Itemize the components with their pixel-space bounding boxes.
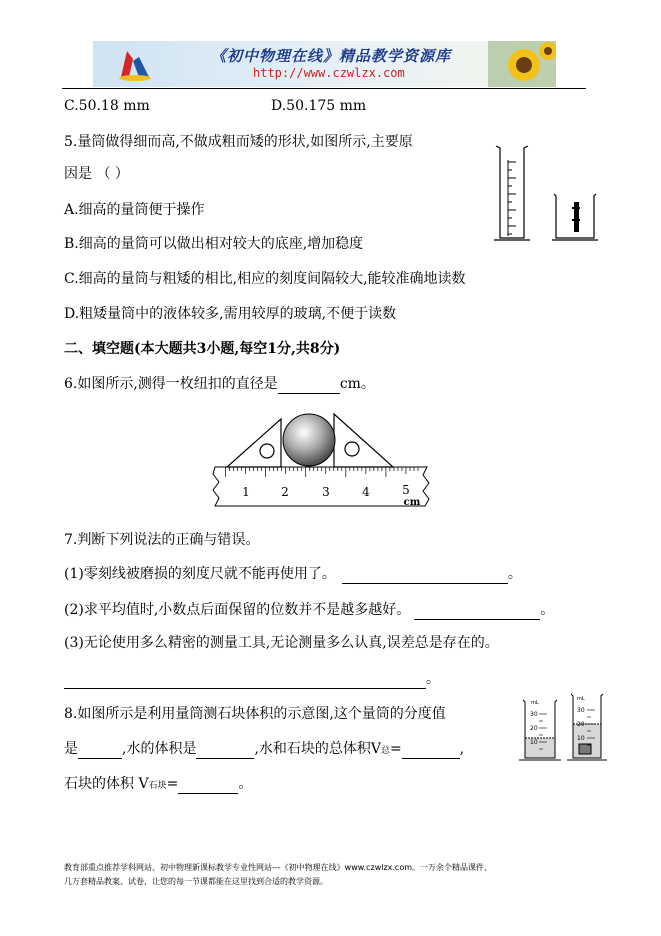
q8-line3-end: 。	[238, 776, 253, 792]
header-banner	[93, 41, 556, 87]
q8-total-subscript: 总	[381, 746, 391, 756]
ruler-label-3: 3	[322, 485, 330, 499]
right-triangle	[334, 414, 393, 467]
q7-item1	[64, 565, 522, 584]
q8-line3-eq: =	[166, 776, 179, 792]
q8-water-volume-blank[interactable]	[196, 740, 254, 759]
q4-option-c: C.50.18 mm	[64, 98, 150, 114]
ruler-label-2: 2	[281, 485, 289, 499]
q5-option-c: C.细高的量筒与粗矮的相比,相应的刻度间隔较大,能较准确地读数	[64, 271, 466, 287]
q6-text-after: cm。	[339, 376, 375, 392]
q7-item2	[64, 601, 554, 620]
stone-cyl-tick-30: 30	[577, 707, 585, 714]
q8-line2	[64, 740, 464, 760]
q7-item3-end: 。	[426, 671, 440, 687]
stone-cyl-tick-20: 20	[577, 721, 585, 728]
q6-answer-blank[interactable]	[278, 375, 340, 394]
footer-line2: 几万套精品教案、试卷，让您的每一节课都能在这里找到合适的教学资源。	[64, 877, 328, 886]
q7-item3-blank[interactable]	[64, 670, 426, 689]
q7-item3: (3)无论使用多么精密的测量工具,无论测量多么认真,误差总是存在的。	[64, 635, 499, 651]
water-cyl-tick-10: 10	[530, 739, 538, 746]
q5-cylinders-figure	[490, 140, 610, 245]
q7-item1-blank[interactable]	[342, 565, 508, 584]
q8-division-blank[interactable]	[78, 740, 122, 759]
q6-text	[64, 375, 375, 394]
q5-stem-line2: 因是 （ ）	[64, 166, 129, 182]
button-coin	[283, 414, 335, 466]
header-rule	[62, 88, 586, 89]
q5-option-d: D.粗矮量筒中的液体较多,需用较厚的玻璃,不便于读数	[64, 306, 397, 322]
site-logo-icon	[113, 47, 153, 83]
q8-cylinders-figure	[515, 692, 610, 767]
q8-line2-eq: =	[390, 741, 402, 757]
short-cylinder-scale	[574, 202, 579, 232]
q7-item2-blank[interactable]	[414, 601, 540, 620]
ruler-label-5: 5	[402, 483, 410, 497]
tall-cylinder-scale	[508, 160, 516, 236]
section2-title: 二、填空题(本大题共3小题,每空1分,共8分)	[64, 341, 341, 357]
q6-text-before: 6.如图所示,测得一枚纽扣的直径是	[64, 376, 278, 392]
banner-title: 《初中物理在线》精品教学资源库	[211, 47, 452, 65]
q4-option-d: D.50.175 mm	[271, 98, 367, 114]
water-cyl-unit: mL	[531, 700, 539, 706]
banner-url[interactable]: http://www.czwlzx.com	[253, 66, 405, 80]
q7-item2-text: (2)求平均值时,小数点后面保留的位数并不是越多越好。	[64, 602, 411, 618]
water-cyl-tick-30: 30	[530, 711, 538, 718]
q5-option-b: B.细高的量筒可以做出相对较大的底座,增加稳度	[64, 236, 364, 252]
sunflower-icon	[488, 41, 556, 87]
q5-stem-line1: 5.量筒做得细而高,不做成粗而矮的形状,如图所示,主要原	[64, 134, 413, 150]
q7-item1-text: (1)零刻线被磨损的刻度尺就不能再使用了。	[64, 566, 336, 582]
left-triangle	[227, 419, 281, 467]
q8-line1: 8.如图所示是利用量筒测石块体积的示意图,这个量筒的分度值	[64, 706, 446, 722]
q7-item3-answer	[64, 670, 440, 689]
q8-line2-a: 是	[64, 741, 78, 757]
q8-line2-c: ,水和石块的总体积V	[254, 741, 382, 757]
stone-cyl-unit: mL	[577, 696, 585, 702]
footer-line1: 教育部重点推荐学科网站、初中物理新课标教学专业性网站---《初中物理在线》www.czwlzx.com。一万余个精品课件、	[64, 863, 493, 872]
q8-line2-b: ,水的体积是	[122, 741, 197, 757]
q6-ruler-figure	[205, 405, 440, 510]
q8-stone-volume-blank[interactable]	[178, 775, 238, 794]
q7-title: 7.判断下列说法的正确与错误。	[64, 532, 260, 548]
q8-line3	[64, 775, 252, 795]
ruler-label-1: 1	[242, 485, 250, 499]
q8-line2-end: ,	[459, 741, 465, 757]
q7-item2-end: 。	[540, 602, 555, 618]
ruler-unit: cm	[403, 497, 421, 508]
stone-cyl-tick-10: 10	[577, 735, 585, 742]
cylinder-water-stone	[567, 694, 607, 760]
q5-option-a: A.细高的量筒便于操作	[64, 202, 205, 218]
cylinder-water	[519, 700, 561, 760]
q8-stone-subscript: 石块	[148, 781, 167, 791]
ruler-label-4: 4	[362, 485, 370, 499]
q8-total-volume-blank[interactable]	[402, 740, 460, 759]
q8-line3-a: 石块的体积 V	[64, 776, 149, 792]
q7-item1-end: 。	[507, 566, 522, 582]
water-cyl-tick-20: 20	[530, 725, 538, 732]
